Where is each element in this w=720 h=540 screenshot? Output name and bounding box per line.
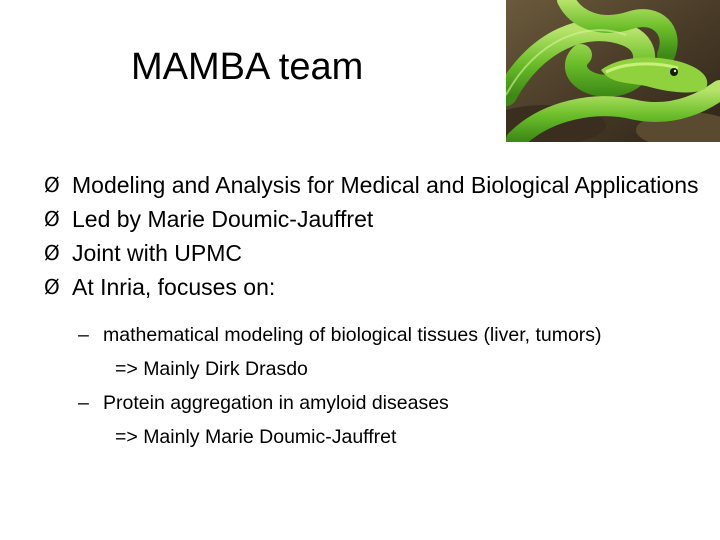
dash-bullet-icon: – [78,324,89,346]
sub-bullet-text: mathematical modeling of biological tissues (liver, tumors) [103,324,602,346]
bullet-text: Joint with UPMC [72,240,242,266]
bullet-item [44,236,704,270]
sub-bullet-text: Protein aggregation in amyloid diseases [103,392,449,414]
bullet-text: Modeling and Analysis for Medical and Biological Applications [72,172,699,198]
green-mamba-icon [506,0,720,142]
arrow-bullet-icon: Ø [44,207,60,231]
snake-photo [506,0,720,142]
bullet-text: Led by Marie Doumic-Jauffret [72,206,374,232]
bullet-item [44,270,704,304]
arrow-bullet-icon: Ø [44,173,60,197]
sub-bullet-item [44,386,704,454]
arrow-bullet-icon: Ø [44,241,60,265]
bullet-item [44,168,704,202]
dash-bullet-icon: – [78,392,89,414]
sub-bullet-list [44,318,704,454]
bullet-list [44,168,704,454]
sub-bullet-note: => Mainly Dirk Drasdo [115,358,308,380]
sub-bullet-item [44,318,704,386]
sub-bullet-note: => Mainly Marie Doumic-Jauffret [115,426,397,448]
arrow-bullet-icon: Ø [44,275,60,299]
bullet-text: At Inria, focuses on: [72,274,276,300]
slide-title: MAMBA team [131,46,364,88]
bullet-item [44,202,704,236]
